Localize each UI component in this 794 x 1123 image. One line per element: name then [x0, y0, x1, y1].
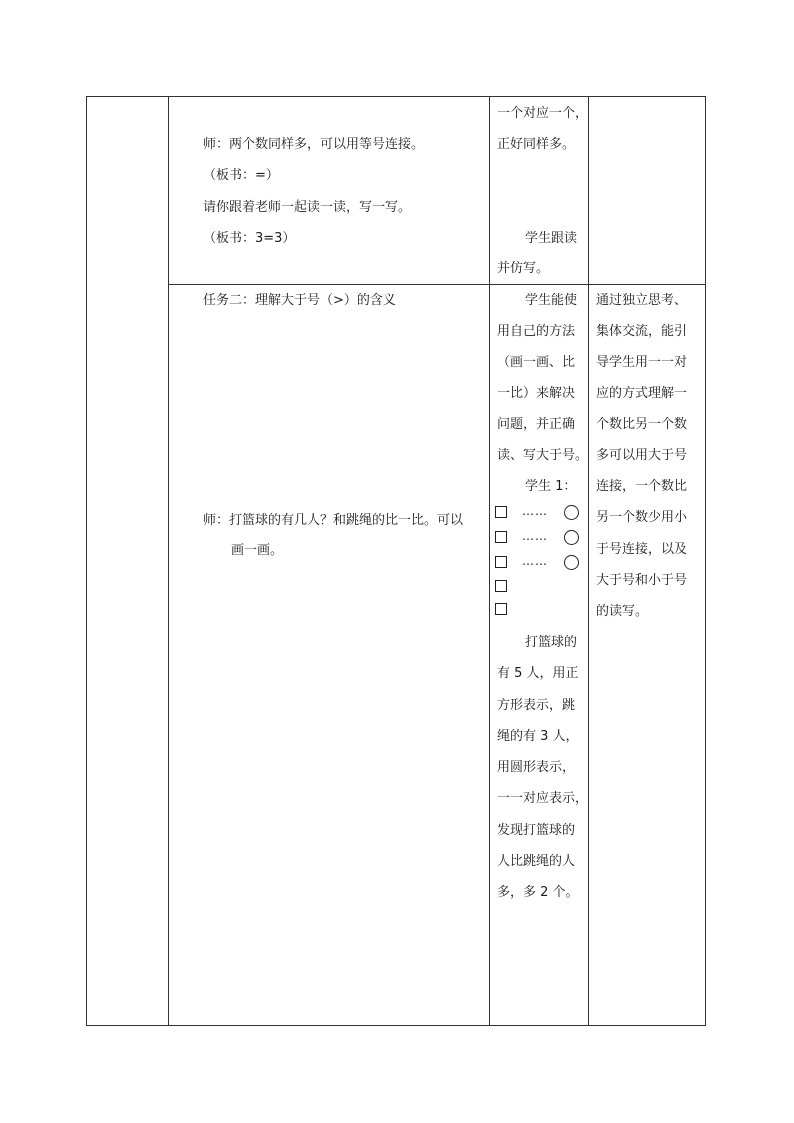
student-line: 并仿写。	[497, 261, 550, 276]
teacher-line: （板书：=）	[203, 168, 279, 183]
student-line: 有 5 人，用正	[497, 666, 579, 681]
student-label: 学生 1：	[525, 479, 577, 494]
column-divider-1	[168, 96, 169, 1026]
student-line: 正好同样多。	[497, 137, 576, 152]
purpose-line: 连接，一个数比	[596, 479, 688, 494]
student-line: 一个对应一个，	[497, 106, 589, 121]
purpose-line: 大于号和小于号	[596, 573, 688, 588]
student-line: 用自己的方法	[497, 324, 576, 339]
dots-connector: ……	[522, 554, 548, 568]
circle-icon	[564, 555, 579, 570]
teacher-question: 画一画。	[231, 543, 284, 558]
purpose-line: 通过独立思考、	[596, 293, 688, 308]
teacher-line: （板书：3=3）	[203, 231, 296, 246]
purpose-line: 的读写。	[596, 604, 649, 619]
square-icon	[495, 531, 507, 543]
student-line: 方形表示，跳	[497, 698, 576, 713]
square-icon	[495, 506, 507, 518]
student-line: 用圆形表示，	[497, 760, 576, 775]
task-title: 任务二：理解大于号（>）的含义	[203, 293, 396, 308]
student-line: 打篮球的	[525, 635, 578, 650]
row-divider	[168, 284, 706, 285]
purpose-line: 导学生用一一对	[596, 355, 688, 370]
purpose-line: 另一个数少用小	[596, 510, 688, 525]
square-icon	[495, 603, 507, 615]
student-line: 学生能使	[525, 293, 578, 308]
square-icon	[495, 556, 507, 568]
circle-icon	[564, 505, 579, 520]
purpose-line: 应的方式理解一	[596, 386, 688, 401]
student-line: 人比跳绳的人	[497, 854, 576, 869]
student-line: 学生跟读	[525, 231, 578, 246]
purpose-line: 个数比另一个数	[596, 417, 688, 432]
circle-icon	[564, 530, 579, 545]
student-line: 发现打篮球的	[497, 823, 576, 838]
purpose-line: 多可以用大于号	[596, 448, 688, 463]
column-divider-2	[489, 96, 490, 1026]
square-icon	[495, 580, 507, 592]
dots-connector: ……	[522, 529, 548, 543]
student-line: （画一画、比	[497, 355, 576, 370]
purpose-line: 集体交流，能引	[596, 324, 688, 339]
student-line: 读、写大于号。	[497, 448, 589, 463]
purpose-line: 于号连接，以及	[596, 542, 688, 557]
student-line: 问题，并正确	[497, 417, 576, 432]
teacher-line: 请你跟着老师一起读一读，写一写。	[203, 200, 412, 215]
student-line: 一一对应表示，	[497, 791, 589, 806]
student-line: 多，多 2 个。	[497, 885, 579, 900]
teacher-line: 师：两个数同样多，可以用等号连接。	[203, 137, 425, 152]
student-line: 一比）来解决	[497, 386, 576, 401]
teacher-question: 师：打篮球的有几人？和跳绳的比一比。可以	[203, 513, 464, 528]
dots-connector: ……	[522, 504, 548, 518]
student-line: 绳的有 3 人，	[497, 729, 579, 744]
